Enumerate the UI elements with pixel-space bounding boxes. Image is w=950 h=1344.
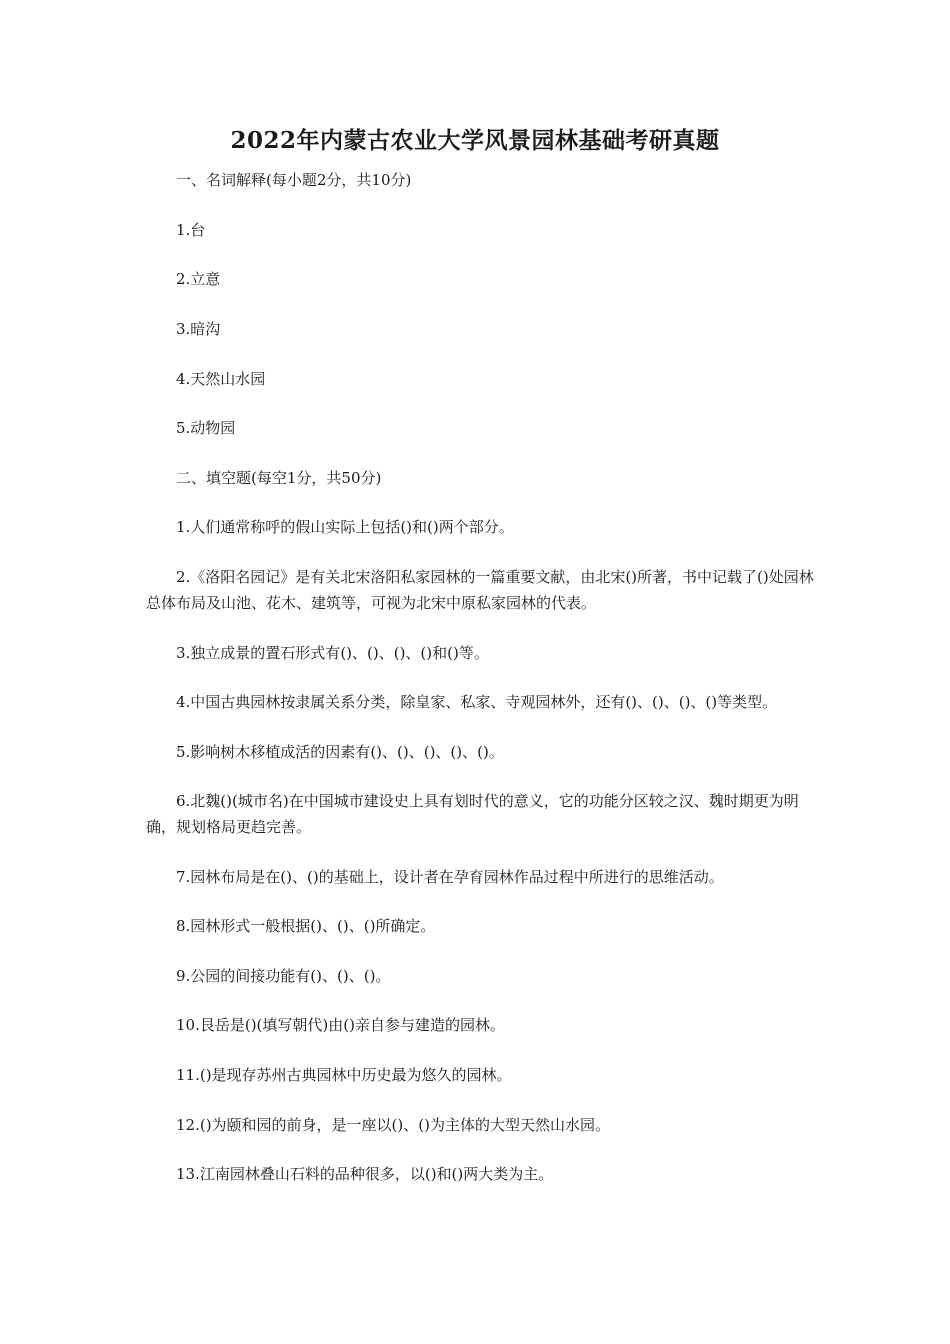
question-item: 11.()是现存苏州古典园林中历史最为悠久的园林。 <box>176 1066 512 1084</box>
question-item: 1.人们通常称呼的假山实际上包括()和()两个部分。 <box>176 518 514 536</box>
definition-item: 1.台 <box>176 221 206 239</box>
question-item: 2.《洛阳名园记》是有关北宋洛阳私家园林的一篇重要文献，由北宋()所著，书中记载了()处园林总体布局及山池、花木、建筑等，可视为北宋中原私家园林的代表。 <box>146 568 814 612</box>
section-heading-fill-in: 二、填空题(每空1分，共50分) <box>176 469 382 487</box>
section-heading-definitions: 一、名词解释(每小题2分，共10分) <box>176 171 412 189</box>
definition-item: 2.立意 <box>176 270 221 288</box>
question-item: 6.北魏()(城市名)在中国城市建设史上具有划时代的意义，它的功能分区较之汉、魏时期更为明确，规划格局更趋完善。 <box>146 792 799 836</box>
question-item: 10.艮岳是()(填写朝代)由()亲自参与建造的园林。 <box>176 1016 505 1034</box>
question-item: 13.江南园林叠山石料的品种很多，以()和()两大类为主。 <box>176 1165 554 1183</box>
question-item: 8.园林形式一般根据()、()、()所确定。 <box>176 917 436 935</box>
question-item: 4.中国古典园林按隶属关系分类，除皇家、私家、寺观园林外，还有()、()、()、()等类型。 <box>176 693 778 711</box>
question-item: 12.()为颐和园的前身，是一座以()、()为主体的大型天然山水园。 <box>176 1116 610 1134</box>
definition-item: 4.天然山水园 <box>176 370 266 388</box>
question-item: 7.园林布局是在()、()的基础上，设计者在孕育园林作品过程中所进行的思维活动。 <box>176 868 724 886</box>
definition-item: 3.暗沟 <box>176 320 221 338</box>
question-item: 9.公园的间接功能有()、()、()。 <box>176 967 391 985</box>
question-item: 5.影响树木移植成活的因素有()、()、()、()、()。 <box>176 743 504 761</box>
question-item: 3.独立成景的置石形式有()、()、()、()和()等。 <box>176 644 489 662</box>
document-title: 2022年内蒙古农业大学风景园林基础考研真题 <box>230 127 720 154</box>
definition-item: 5.动物园 <box>176 419 236 437</box>
